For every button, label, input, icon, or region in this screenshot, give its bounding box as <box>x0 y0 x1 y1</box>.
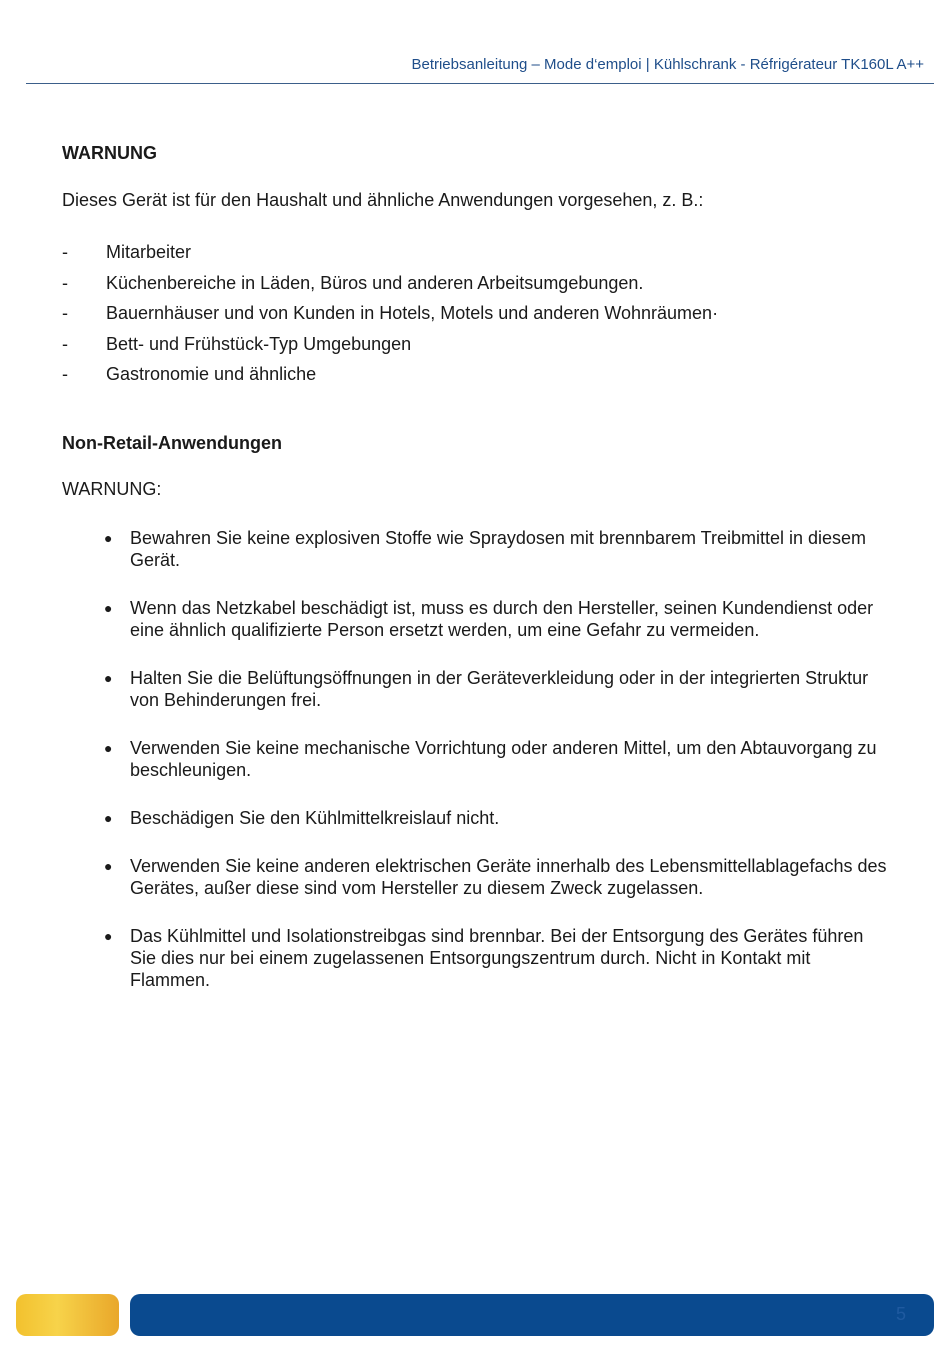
bullet-icon: ● <box>104 670 113 686</box>
warning-subheading: WARNUNG: <box>62 479 162 499</box>
list-item: ● Halten Sie die Belüftungsöffnungen in der Geräteverkleidung oder in der integrierten Struktur von Behinderungen frei. <box>104 668 869 710</box>
list-item: - Bauernhäuser und von Kunden in Hotels, Motels und anderen Wohnräumen· <box>62 303 719 323</box>
list-item: ● Bewahren Sie keine explosiven Stoffe wie Spraydosen mit brennbarem Treibmittel in diesem Gerät. <box>104 528 867 570</box>
bullet-icon: ● <box>104 810 113 826</box>
section-heading-non-retail: Non-Retail-Anwendungen <box>62 433 282 453</box>
list-item: ● Verwenden Sie keine anderen elektrischen Geräte innerhalb des Lebensmittellablagefachs des Gerätes, außer diese sind vom Hersteller zu diesem Zweck zugelassen. <box>104 856 887 898</box>
footer-bar <box>130 1294 934 1336</box>
list-item: - Gastronomie und ähnliche <box>62 364 317 384</box>
list-item: ● Wenn das Netzkabel beschädigt ist, muss es durch den Hersteller, seinen Kundendienst oder eine ähnlich qualifizierte Person ersetzt werden, um eine Gefahr zu vermeiden. <box>104 598 874 640</box>
list-item: - Bett- und Frühstück-Typ Umgebungen <box>62 333 412 354</box>
page-number: 5 <box>895 1304 906 1324</box>
usage-list <box>62 241 892 385</box>
header-divider <box>26 83 934 84</box>
bullet-icon: ● <box>104 600 113 616</box>
list-item: - Mitarbeiter <box>62 242 192 262</box>
list-item: - Küchenbereiche in Läden, Büros und anderen Arbeitsumgebungen. <box>62 272 644 293</box>
bullet-icon: ● <box>104 530 113 546</box>
intro-paragraph: Dieses Gerät ist für den Haushalt und ähnliche Anwendungen vorgesehen, z. B.: <box>62 190 704 210</box>
list-item: ● Beschädigen Sie den Kühlmittelkreislauf nicht. <box>104 808 500 828</box>
bullet-icon: ● <box>104 858 113 874</box>
section-heading-warnung: WARNUNG <box>62 143 157 163</box>
list-item: ● Das Kühlmittel und Isolationstreibgas sind brennbar. Bei der Entsorgung des Gerätes führen Sie dies nur bei einem zugelassenen Entsorgungszentrum durch. Nicht in Kontakt mit Flammen. <box>104 926 864 990</box>
bullet-icon: ● <box>104 740 113 756</box>
bullet-icon: ● <box>104 928 113 944</box>
warning-list <box>62 527 892 991</box>
document-body <box>62 142 892 1017</box>
list-item: ● Verwenden Sie keine mechanische Vorrichtung oder anderen Mittel, um den Abtauvorgang zu beschleunigen. <box>104 738 877 780</box>
footer-accent-block <box>16 1294 119 1336</box>
document-header-title: Betriebsanleitung – Mode d‘emploi | Kühlschrank - Réfrigérateur TK160L A++ <box>411 56 924 73</box>
